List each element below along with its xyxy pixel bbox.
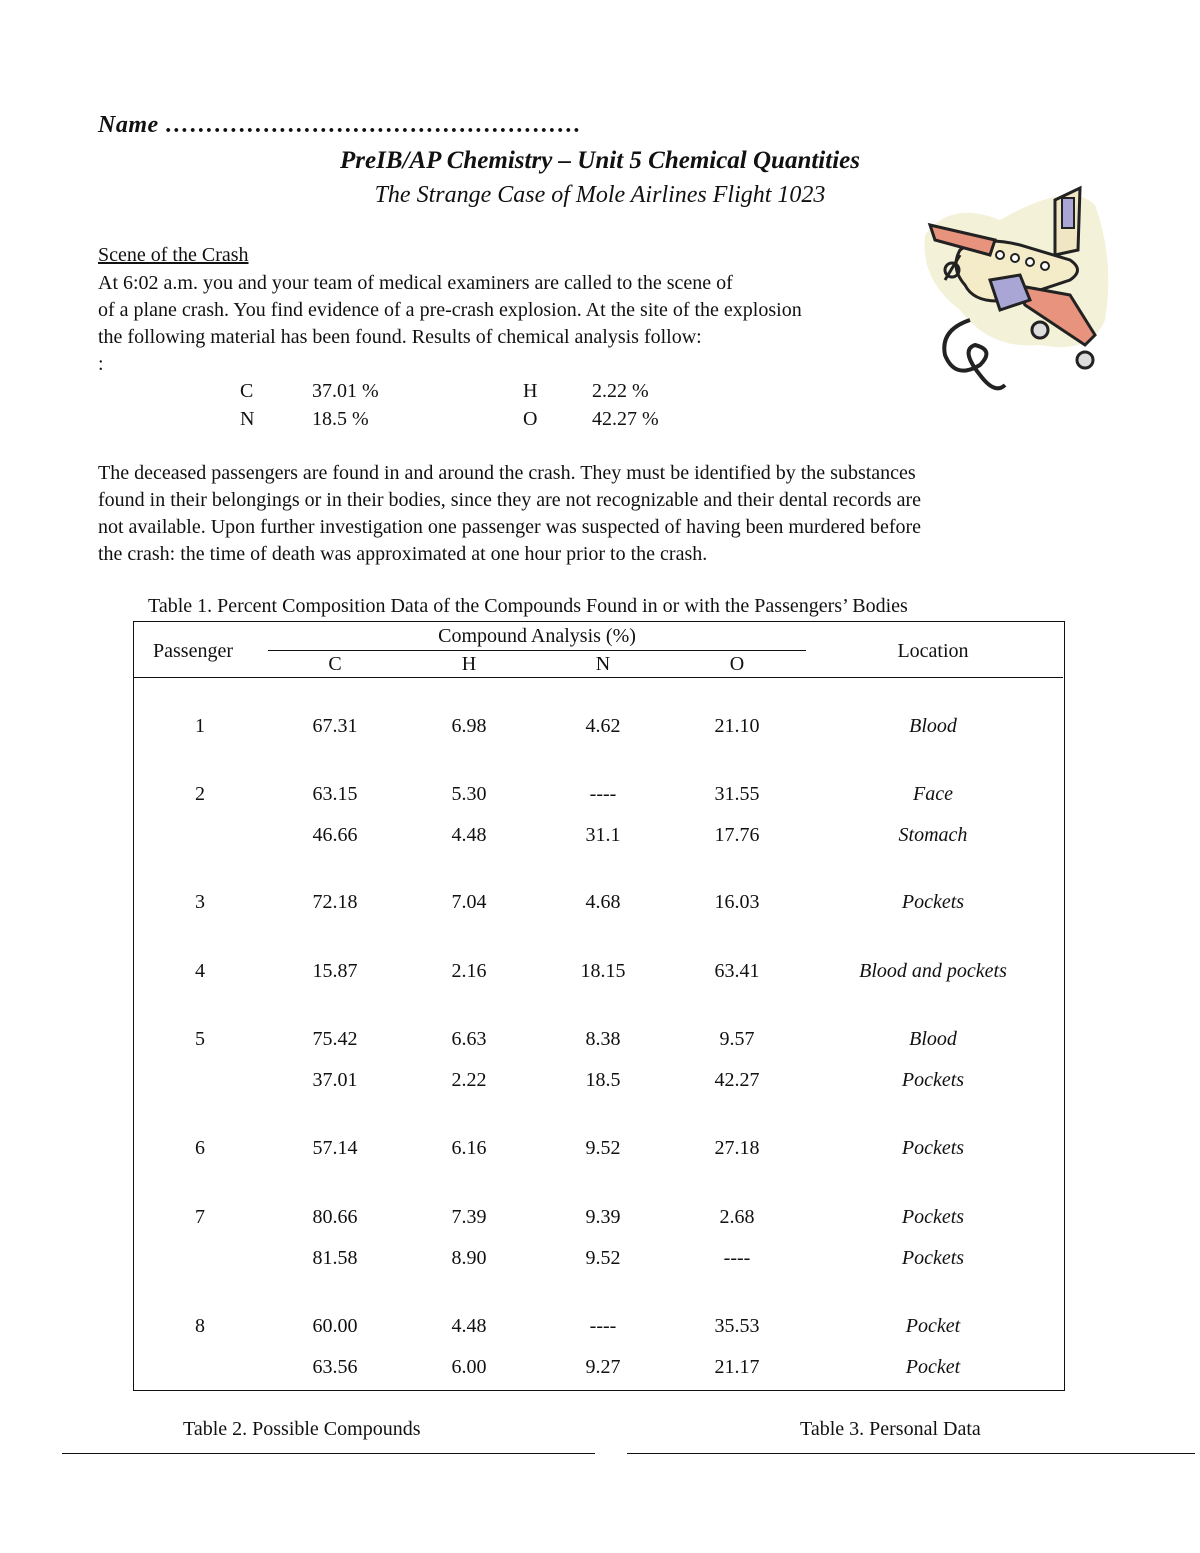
cell-c: 67.31 — [312, 715, 358, 737]
element-symbol: H — [523, 380, 538, 402]
cell-c: 46.66 — [312, 824, 358, 846]
table3-caption: Table 3. Personal Data — [800, 1418, 981, 1440]
scene-line: the following material has been found. Results of chemical analysis follow: — [98, 326, 702, 348]
cell-location: Blood — [909, 1028, 957, 1050]
cell-h: 6.00 — [451, 1356, 487, 1378]
cell-location: Pockets — [901, 891, 965, 913]
cell-o: 16.03 — [714, 891, 760, 913]
cell-h: 5.30 — [451, 783, 487, 805]
element-symbol: O — [523, 408, 538, 430]
table1-header-rule — [133, 677, 1063, 678]
cell-passenger: 5 — [195, 1028, 205, 1050]
cell-n: 8.38 — [585, 1028, 621, 1050]
cell-h: 6.16 — [451, 1137, 487, 1159]
paragraph-line: the crash: the time of death was approximated at one hour prior to the crash. — [98, 543, 708, 565]
element-percent: 2.22 % — [592, 380, 649, 402]
cell-n: 9.39 — [585, 1206, 621, 1228]
cell-o: 35.53 — [714, 1315, 760, 1337]
cell-o: 2.68 — [719, 1206, 755, 1228]
cell-location: Pockets — [901, 1137, 965, 1159]
table1-caption: Table 1. Percent Composition Data of the Compounds Found in or with the Passengers’ Bodies — [148, 595, 908, 617]
element-symbol: N — [240, 408, 255, 430]
cell-location: Pockets — [901, 1069, 965, 1091]
element-symbol: C — [240, 380, 254, 402]
cell-o: 21.17 — [714, 1356, 760, 1378]
col-header-c: C — [328, 653, 342, 675]
paragraph-line: found in their belongings or in their bodies, since they are not recognizable and their dental records are — [98, 489, 922, 511]
col-header-analysis: Compound Analysis (%) — [438, 625, 636, 647]
cell-c: 57.14 — [312, 1137, 358, 1159]
analysis-header-rule — [268, 650, 806, 651]
cell-location: Stomach — [898, 824, 968, 846]
cell-n: ---- — [589, 1315, 617, 1337]
scene-intro — [98, 270, 958, 378]
cell-c: 60.00 — [312, 1315, 358, 1337]
cell-h: 6.98 — [451, 715, 487, 737]
name-line: Name …………………………………………… — [98, 112, 582, 138]
cell-o: 31.55 — [714, 783, 760, 805]
cell-n: 18.5 — [585, 1069, 621, 1091]
cell-location: Face — [913, 783, 953, 805]
cell-o: 63.41 — [714, 960, 760, 982]
cell-n: 9.52 — [585, 1247, 621, 1269]
cell-h: 7.04 — [451, 891, 487, 913]
cell-o: 17.76 — [714, 824, 760, 846]
cell-location: Pockets — [901, 1247, 965, 1269]
table2-caption: Table 2. Possible Compounds — [183, 1418, 421, 1440]
cell-h: 2.16 — [451, 960, 487, 982]
scene-line: At 6:02 a.m. you and your team of medical examiners are called to the scene of — [98, 272, 733, 294]
cell-o: 27.18 — [714, 1137, 760, 1159]
cell-h: 4.48 — [451, 1315, 487, 1337]
cell-h: 7.39 — [451, 1206, 487, 1228]
cell-passenger: 1 — [195, 715, 205, 737]
cell-passenger: 4 — [195, 960, 205, 982]
cell-h: 8.90 — [451, 1247, 487, 1269]
cell-passenger: 6 — [195, 1137, 205, 1159]
cell-n: ---- — [589, 783, 617, 805]
paragraph-line: not available. Upon further investigation one passenger was suspected of having been murdered before — [98, 516, 922, 538]
cell-passenger: 3 — [195, 891, 205, 913]
cell-n: 4.62 — [585, 715, 621, 737]
cell-o: ---- — [723, 1247, 751, 1269]
cell-c: 63.15 — [312, 783, 358, 805]
cell-location: Pocket — [905, 1356, 961, 1378]
table2-rule — [62, 1453, 595, 1454]
page-subtitle: The Strange Case of Mole Airlines Flight 1023 — [374, 182, 826, 208]
cell-n: 9.27 — [585, 1356, 621, 1378]
cell-n: 18.15 — [580, 960, 626, 982]
element-percent: 37.01 % — [312, 380, 379, 402]
cell-location: Pocket — [905, 1315, 961, 1337]
cell-n: 31.1 — [585, 824, 621, 846]
cell-n: 9.52 — [585, 1137, 621, 1159]
cell-c: 72.18 — [312, 891, 358, 913]
paragraph-line: The deceased passengers are found in and around the crash. They must be identified by the substances — [98, 462, 916, 484]
cell-h: 4.48 — [451, 824, 487, 846]
cell-n: 4.68 — [585, 891, 621, 913]
cell-c: 81.58 — [312, 1247, 358, 1269]
cell-c: 37.01 — [312, 1069, 358, 1091]
cell-o: 42.27 — [714, 1069, 760, 1091]
cell-o: 21.10 — [714, 715, 760, 737]
cell-location: Pockets — [901, 1206, 965, 1228]
cell-passenger: 8 — [195, 1315, 205, 1337]
scene-line: : — [98, 353, 104, 375]
cell-c: 75.42 — [312, 1028, 358, 1050]
cell-passenger: 2 — [195, 783, 205, 805]
cell-passenger: 7 — [195, 1206, 205, 1228]
cell-o: 9.57 — [719, 1028, 755, 1050]
cell-c: 80.66 — [312, 1206, 358, 1228]
cell-c: 15.87 — [312, 960, 358, 982]
element-percent: 42.27 % — [592, 408, 659, 430]
col-header-h: H — [461, 653, 477, 675]
cell-h: 2.22 — [451, 1069, 487, 1091]
cell-location: Blood — [909, 715, 957, 737]
table3-rule — [627, 1453, 1195, 1454]
col-header-n: N — [595, 653, 611, 675]
scene-line: of a plane crash. You find evidence of a pre-crash explosion. At the site of the explosion — [98, 299, 802, 321]
cell-c: 63.56 — [312, 1356, 358, 1378]
col-header-o: O — [729, 653, 745, 675]
page-title: PreIB/AP Chemistry – Unit 5 Chemical Quantities — [340, 147, 860, 174]
investigation-paragraph — [98, 460, 1098, 568]
cell-location: Blood and pockets — [859, 960, 1007, 982]
element-percent: 18.5 % — [312, 408, 369, 430]
col-header-location: Location — [897, 640, 969, 662]
section-heading-scene: Scene of the Crash — [98, 244, 249, 266]
col-header-passenger: Passenger — [153, 640, 233, 662]
cell-h: 6.63 — [451, 1028, 487, 1050]
